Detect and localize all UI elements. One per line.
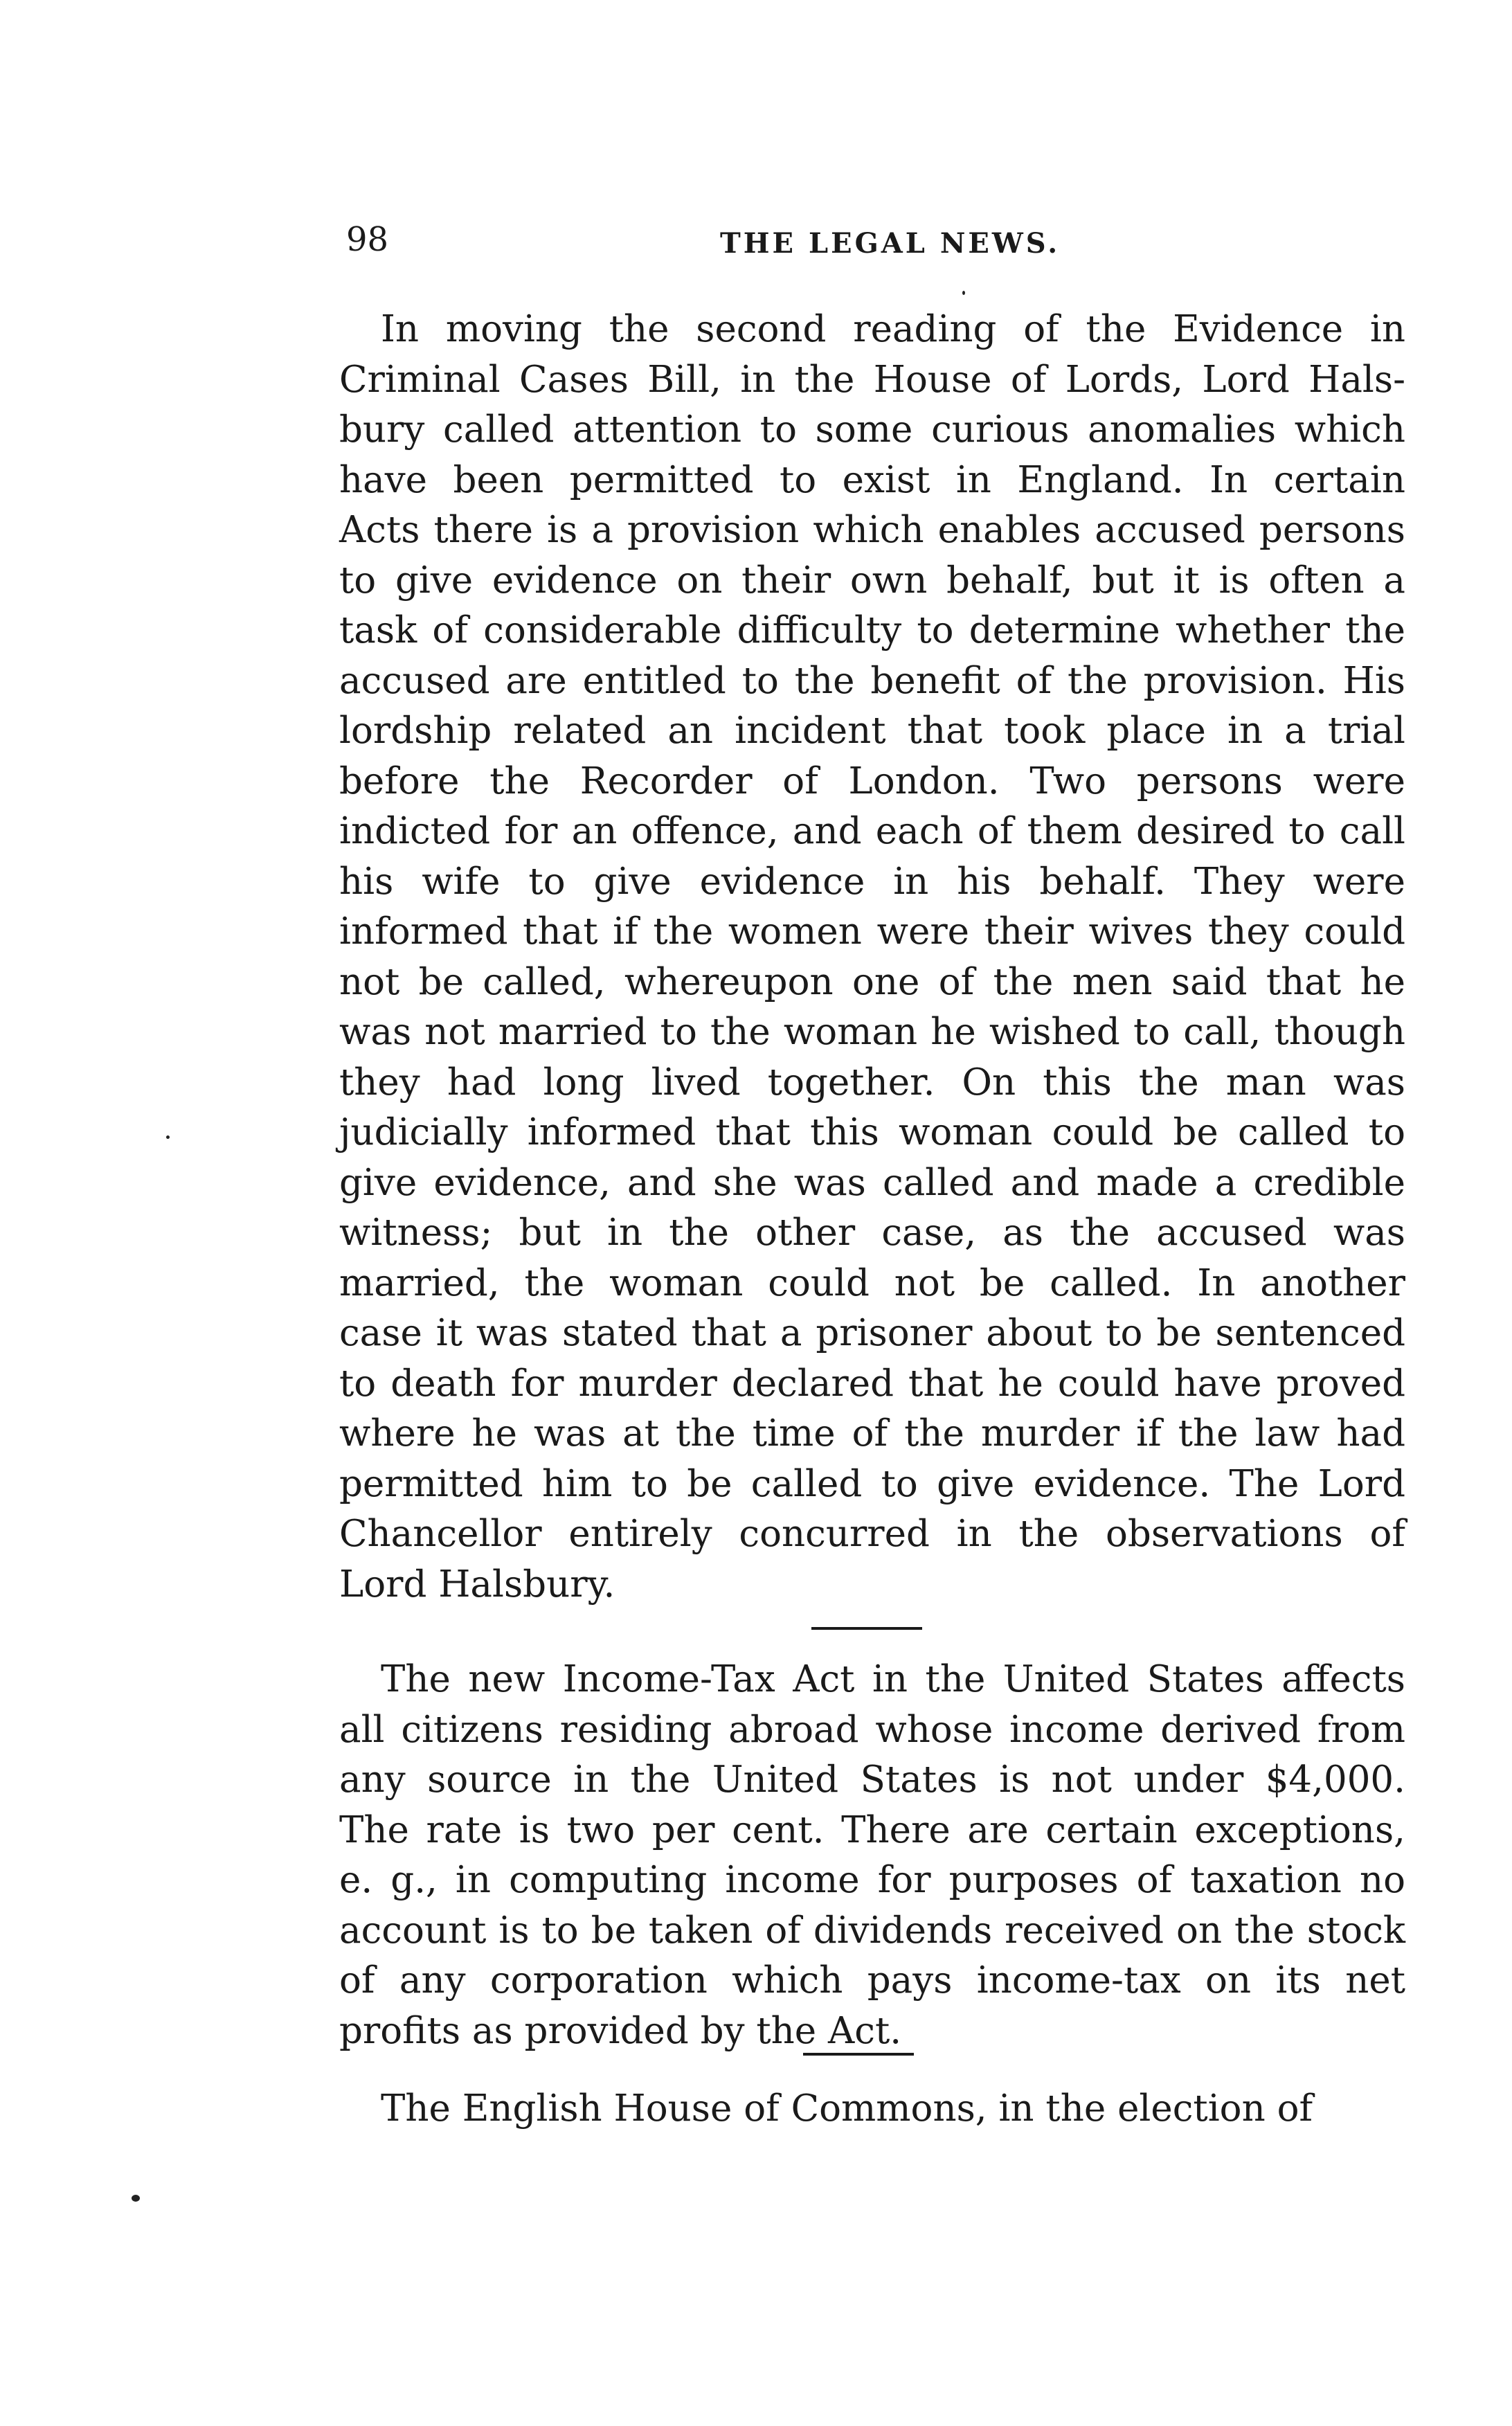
- text-line: all citizens residing abroad whose income derived from: [339, 1708, 1405, 1751]
- text-line: where he was at the time of the murder if the law had: [339, 1412, 1405, 1455]
- text-line: lordship related an incident that took place in a trial: [339, 710, 1405, 752]
- text-line: before the Recorder of London. Two persons were: [339, 760, 1405, 802]
- scan-speck: [962, 291, 965, 295]
- text-line: his wife to give evidence in his behalf. They were: [339, 860, 1405, 903]
- text-line: indicted for an offence, and each of them desired to call: [339, 810, 1405, 852]
- text-line: Lord Halsbury.: [339, 1563, 615, 1606]
- text-line: e. g., in computing income for purposes of taxation no: [339, 1859, 1405, 1901]
- text-line: witness; but in the other case, as the accused was: [339, 1212, 1405, 1254]
- text-line: give evidence, and she was called and made a credible: [339, 1161, 1405, 1204]
- text-line: permitted him to be called to give evidence. The Lord: [339, 1462, 1405, 1505]
- text-line: not be called, whereupon one of the men said that he: [339, 960, 1405, 1003]
- text-line: to give evidence on their own behalf, but it is often a: [339, 559, 1405, 602]
- text-line: The English House of Commons, in the election of: [381, 2087, 1313, 2130]
- text-line: was not married to the woman he wished to call, though: [339, 1011, 1405, 1053]
- text-line: Chancellor entirely concurred in the observations of: [339, 1513, 1405, 1555]
- text-line: The rate is two per cent. There are certain exceptions,: [339, 1808, 1405, 1851]
- text-line: any source in the United States is not under $4,000.: [339, 1759, 1405, 1801]
- text-line: judicially informed that this woman could be called to: [339, 1111, 1405, 1153]
- paragraph-evidence-bill: [339, 305, 1405, 1610]
- text-line: accused are entitled to the benefit of the provision. His: [339, 659, 1405, 702]
- text-line: Criminal Cases Bill, in the House of Lords, Lord Hals-: [339, 358, 1405, 401]
- page-header: [346, 220, 1412, 269]
- text-line: married, the woman could not be called. In another: [339, 1261, 1405, 1304]
- text-line: of any corporation which pays income-tax on its net: [339, 1959, 1405, 2002]
- section-divider: [811, 1627, 922, 1630]
- running-title: THE LEGAL NEWS.: [720, 227, 1061, 260]
- text-line: bury called attention to some curious anomalies which: [339, 408, 1405, 451]
- text-line: In moving the second reading of the Evidence in: [381, 308, 1405, 350]
- paragraph-house-of-commons: [339, 2084, 1405, 2135]
- paragraph-income-tax: [339, 1655, 1405, 2056]
- text-line: Acts there is a provision which enables accused persons: [339, 509, 1405, 551]
- text-line: have been permitted to exist in England. In certain: [339, 458, 1405, 501]
- text-line: account is to be taken of dividends received on the stock: [339, 1909, 1405, 1952]
- page-number: 98: [346, 220, 389, 259]
- section-divider: [803, 2053, 914, 2056]
- scan-speck: [166, 1135, 170, 1139]
- text-line: to death for murder declared that he could have proved: [339, 1362, 1405, 1405]
- text-line: task of considerable difficulty to determine whether the: [339, 609, 1405, 652]
- scan-speck: [132, 2195, 140, 2202]
- paragraph-text: [339, 305, 1405, 1610]
- text-line: informed that if the women were their wives they could: [339, 910, 1405, 953]
- text-line: profits as provided by the Act.: [339, 2009, 902, 2052]
- paragraph-text: [339, 1655, 1405, 2056]
- paragraph-text: [339, 2084, 1405, 2135]
- text-line: The new Income-Tax Act in the United States affects: [381, 1658, 1405, 1700]
- text-line: case it was stated that a prisoner about to be sentenced: [339, 1312, 1405, 1354]
- text-line: they had long lived together. On this the man was: [339, 1061, 1405, 1104]
